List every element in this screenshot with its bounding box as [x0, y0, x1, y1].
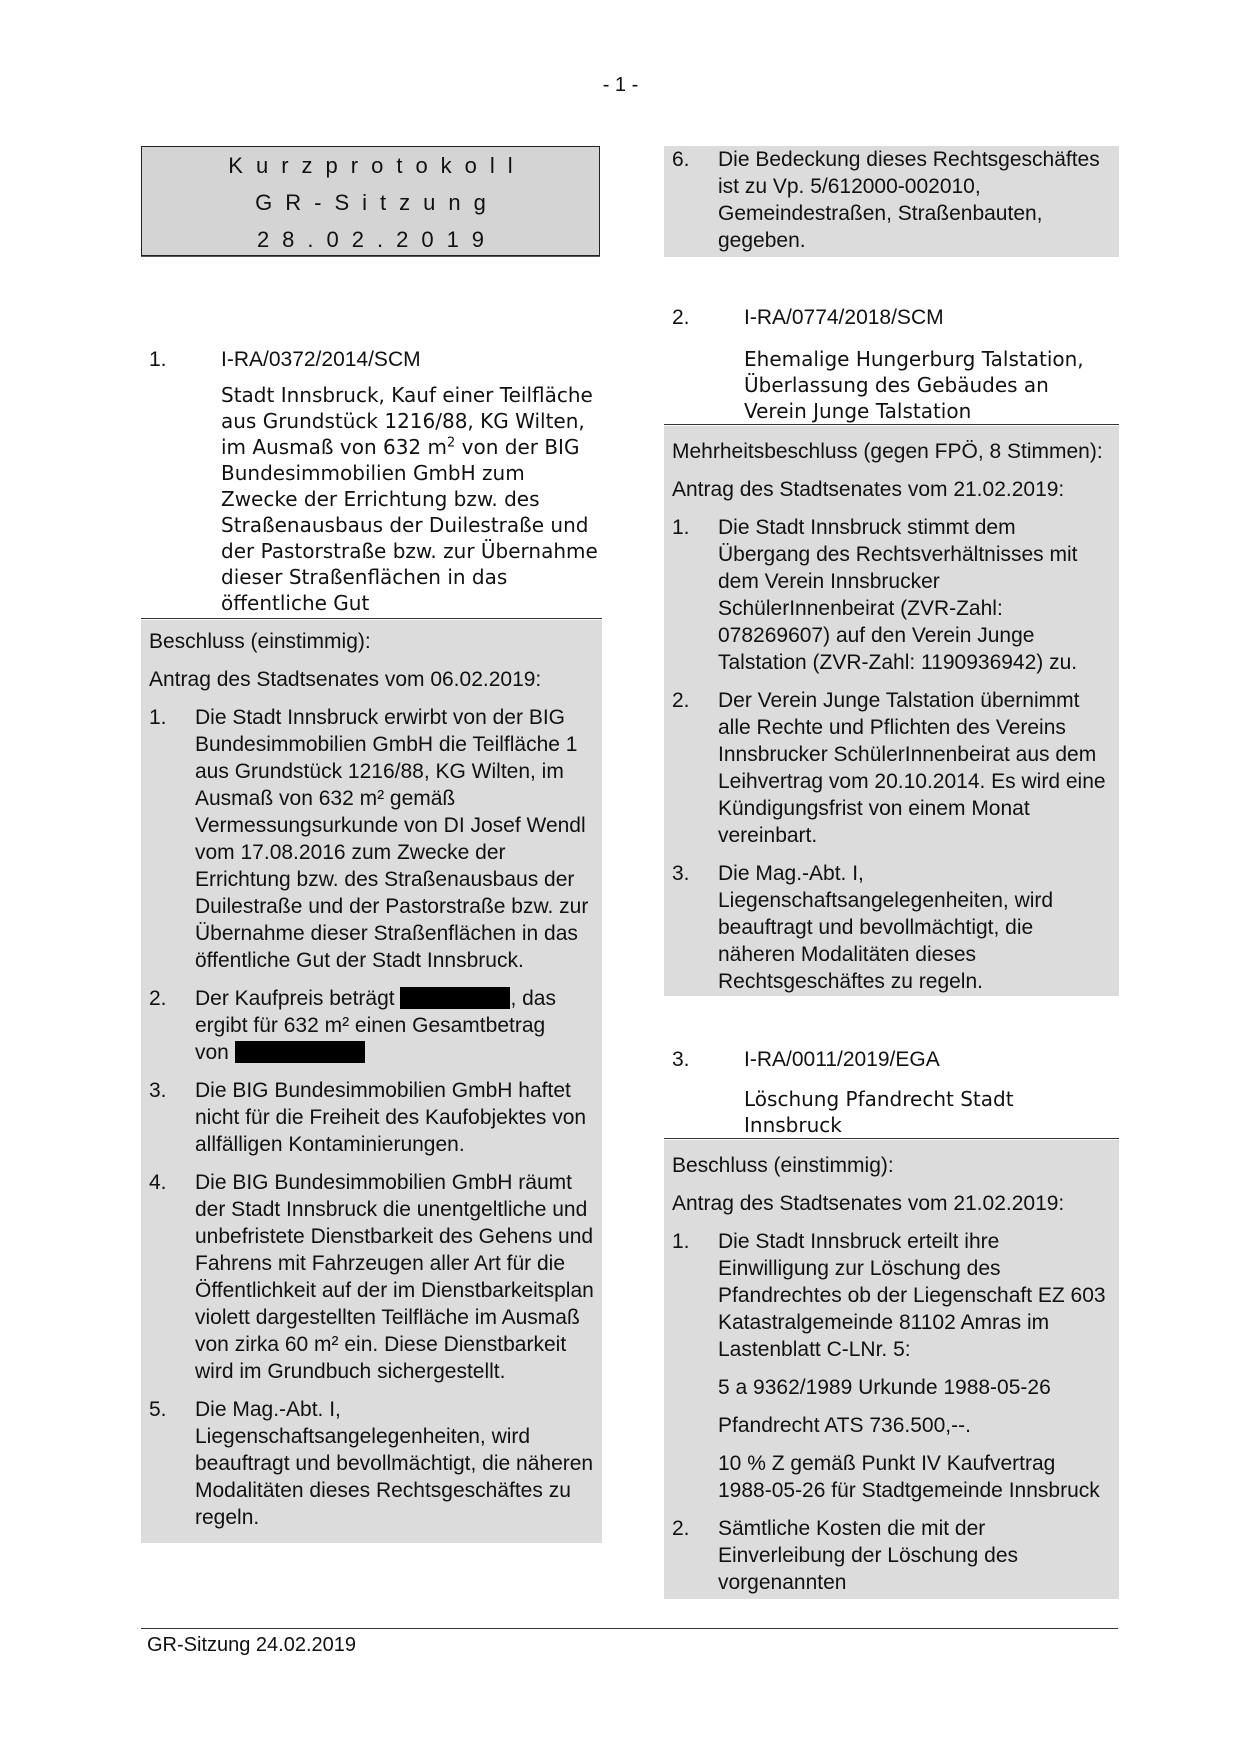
sub-text: 10 % Z gemäß Punkt IV Kaufvertrag 1988-05-26 für Stadtgemeinde Innsbruck	[718, 1452, 1100, 1502]
point-text: Die Mag.-Abt. I, Liegenschaftsangelegenheiten, wird beauftragt und bevollmächtigt, die näheren Modalitäten dieses Rechtsgeschäftes zu regeln.	[195, 1398, 594, 1529]
item-1-title-b: von der BIG Bundesimmobilien GmbH zum Zwecke der Errichtung bzw. des Straßenausbaus der Duilestraße und der Pastorstraße bzw. zur Übernahme dieser Straßenflächen in das öffentliche Gut	[221, 435, 598, 615]
item-3-decision: Beschluss (einstimmig):	[672, 1154, 894, 1177]
sub-text: 5 a 9362/1989 Urkunde 1988-05-26	[718, 1376, 1051, 1399]
redacted-total	[235, 1041, 365, 1063]
footer-text: GR-Sitzung 24.02.2019	[147, 1634, 357, 1656]
point-number: 6.	[672, 148, 690, 171]
redacted-price	[400, 987, 510, 1009]
item-3-motion: Antrag des Stadtsenates vom 21.02.2019:	[672, 1192, 1065, 1215]
point-number: 2.	[672, 689, 690, 712]
item-1-point-1	[141, 704, 602, 974]
item-2	[664, 304, 1119, 996]
item-2-point-3	[664, 860, 1119, 995]
item-1-header	[141, 340, 602, 620]
item-1-decision-block	[141, 620, 602, 1543]
title-line-session: GR-Sitzung	[255, 190, 499, 215]
total-label: von	[195, 1041, 235, 1064]
item-2-divider	[664, 424, 1119, 425]
item-3-title: Löschung Pfandrecht Stadt Innsbruck	[744, 1087, 1014, 1137]
item-2-point-2	[664, 687, 1119, 849]
item-1-point-6	[664, 146, 1119, 254]
item-1-decision: Beschluss (einstimmig):	[149, 630, 371, 653]
item-1-title-sup: 2	[447, 435, 456, 451]
item-1-number: 1.	[149, 348, 167, 371]
item-1-divider	[141, 618, 602, 619]
title-line-kurzprotokoll: Kurzprotokoll	[228, 153, 526, 178]
item-2-decision-block	[664, 426, 1119, 996]
item-2-code: I-RA/0774/2018/SCM	[744, 306, 944, 329]
point-number: 1.	[672, 516, 690, 539]
point-text: Die Mag.-Abt. I, Liegenschaftsangelegenheiten, wird beauftragt und bevollmächtigt, die näheren Modalitäten dieses Rechtsgeschäftes zu regeln.	[718, 862, 1054, 993]
item-1	[141, 340, 602, 1543]
point-text: Die Stadt Innsbruck stimmt dem Übergang des Rechtsverhältnisses mit dem Verein Innsbrucker SchülerInnenbeirat (ZVR-Zahl: 078269607) auf den Verein Junge Talstation (ZVR-Zahl: 1190936942) zu.	[718, 516, 1078, 674]
item-3-code: I-RA/0011/2019/EGA	[744, 1048, 940, 1071]
item-1-point-2	[141, 985, 602, 1066]
point-number: 2.	[672, 1517, 690, 1540]
title-box	[141, 146, 600, 256]
point-number: 4.	[149, 1171, 167, 1194]
item-1-title	[221, 382, 598, 616]
item-1-continuation	[664, 146, 1119, 257]
point-number: 1.	[149, 706, 167, 729]
price-text: , das ergibt für 632 m² einen Gesamtbetrag	[195, 987, 556, 1037]
item-3-header	[664, 1046, 1119, 1140]
item-3-decision-block	[664, 1140, 1119, 1599]
item-2-decision: Mehrheitsbeschluss (gegen FPÖ, 8 Stimmen):	[672, 440, 1103, 463]
item-3-point-1	[664, 1228, 1119, 1363]
point-text: Die BIG Bundesimmobilien GmbH räumt der Stadt Innsbruck die unentgeltliche und unbefristete Dienstbarkeit des Gehens und Fahrens mit Fahrzeugen aller Art für die Öffentlichkeit auf der im Dienstbarkeitsplan violett dargestellten Teilfläche im Ausmaß von zirka 60 m² ein. Diese Dienstbarkeit wird im Grundbuch sichergestellt.	[195, 1171, 594, 1383]
point-text: Der Verein Junge Talstation übernimmt alle Rechte und Pflichten des Vereins Innsbrucker SchülerInnenbeirat aus dem Leihvertrag vom 20.10.2014. Es wird eine Kündigungsfrist von einem Monat vereinbart.	[718, 689, 1106, 847]
item-3-divider	[664, 1138, 1119, 1139]
point-number: 1.	[672, 1230, 690, 1253]
item-2-header	[664, 304, 1119, 426]
item-1-point-4	[141, 1169, 602, 1385]
item-2-number: 2.	[672, 306, 690, 329]
point-number: 2.	[149, 987, 167, 1010]
sub-text: Pfandrecht ATS 736.500,--.	[718, 1414, 971, 1437]
page-number: - 1 -	[602, 74, 639, 96]
point-text: Die Stadt Innsbruck erteilt ihre Einwilligung zur Löschung des Pfandrechtes ob der Liegenschaft EZ 603 Katastralgemeinde 81102 Amras im Lastenblatt C-LNr. 5:	[718, 1230, 1106, 1361]
item-2-point-1	[664, 514, 1119, 676]
point-text: Die Stadt Innsbruck erwirbt von der BIG Bundesimmobilien GmbH die Teilfläche 1 aus Grundstück 1216/88, KG Wilten, im Ausmaß von 632 m² gemäß Vermessungsurkunde von DI Josef Wendl vom 17.08.2016 zum Zwecke der Errichtung bzw. des Straßenausbaus der Duilestraße und der Pastorstraße bzw. zur Übernahme dieser Straßenflächen in das öffentliche Gut der Stadt Innsbruck.	[195, 706, 589, 972]
item-3	[664, 1046, 1119, 1599]
item-1-point-3	[141, 1077, 602, 1158]
item-3-sub-3	[664, 1450, 1119, 1504]
item-1-title-a: Stadt Innsbruck, Kauf einer Teilfläche aus Grundstück 1216/88, KG Wilten, im Ausmaß von 632 m	[221, 383, 593, 459]
price-label: Der Kaufpreis beträgt	[195, 987, 401, 1010]
point-text: Die BIG Bundesimmobilien GmbH haftet nicht für die Freiheit des Kaufobjektes von allfälligen Kontaminierungen.	[195, 1079, 587, 1156]
item-3-sub-1	[664, 1374, 1119, 1401]
item-2-title: Ehemalige Hungerburg Talstation, Überlassung des Gebäudes an Verein Junge Talstation	[744, 347, 1084, 423]
point-number: 3.	[672, 862, 690, 885]
item-1-motion: Antrag des Stadtsenates vom 06.02.2019:	[149, 668, 542, 691]
point-text	[195, 985, 602, 1066]
point-text: Sämtliche Kosten die mit der Einverleibung der Löschung des vorgenannten	[718, 1517, 1019, 1594]
item-1-continuation-block	[664, 146, 1119, 257]
item-1-code: I-RA/0372/2014/SCM	[221, 348, 421, 371]
item-1-point-5	[141, 1396, 602, 1531]
footer-divider	[141, 1628, 1118, 1629]
title-line-date: 28.02.2019	[256, 227, 498, 252]
item-3-point-2	[664, 1515, 1119, 1596]
item-2-motion: Antrag des Stadtsenates vom 21.02.2019:	[672, 478, 1065, 501]
item-3-number: 3.	[672, 1048, 690, 1071]
item-3-sub-2	[664, 1412, 1119, 1439]
point-number: 5.	[149, 1398, 167, 1421]
point-number: 3.	[149, 1079, 167, 1102]
point-text: Die Bedeckung dieses Rechtsgeschäftes ist zu Vp. 5/612000-002010, Gemeindestraßen, Straßenbauten, gegeben.	[718, 148, 1100, 252]
